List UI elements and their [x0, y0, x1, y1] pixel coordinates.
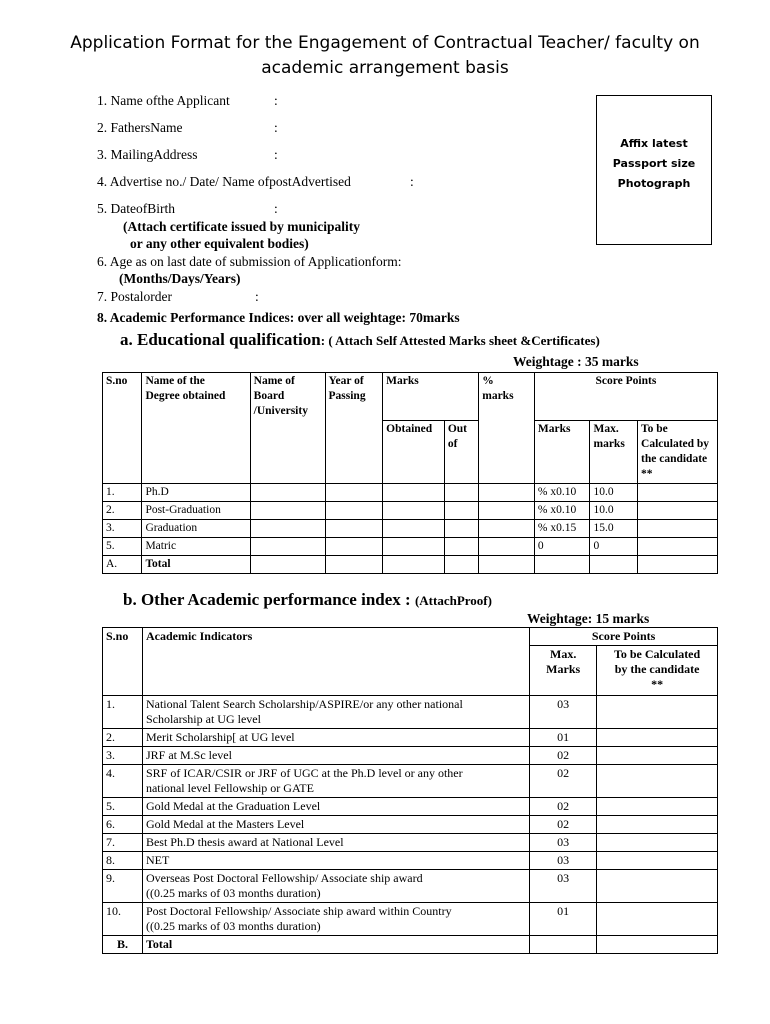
table-row: [103, 519, 718, 537]
dob-note: or any other equivalent bodies): [130, 236, 309, 251]
table-row: [103, 501, 718, 519]
empty-cell: [444, 555, 478, 573]
other-academic-index-table: [102, 627, 718, 954]
passport-photo-box: [596, 95, 712, 245]
row-max-marks: 01: [530, 903, 597, 936]
header-obtained: Obtained: [383, 420, 445, 483]
row-sno: 5.: [103, 798, 143, 816]
calculated-cell[interactable]: [597, 798, 718, 816]
calculated-cell[interactable]: [638, 537, 718, 555]
total-sno: A.: [103, 555, 142, 573]
colon: :: [255, 289, 259, 304]
table-header-row: [103, 373, 718, 421]
section-a-subtitle: : ( Attach Self Attested Marks sheet &Certificates): [320, 333, 600, 348]
calculated-cell[interactable]: [597, 729, 718, 747]
header-max-marks: Max. marks: [590, 420, 638, 483]
board-cell[interactable]: [250, 483, 325, 501]
calculated-cell[interactable]: [638, 519, 718, 537]
header-sno: S.no: [103, 628, 143, 646]
table-row: [103, 903, 718, 936]
table-row: [103, 798, 718, 816]
table-row: [103, 834, 718, 852]
empty-cell: [383, 555, 445, 573]
calculated-cell[interactable]: [597, 816, 718, 834]
row-sno: 10.: [103, 903, 143, 936]
field-dob-label: 5. DateofBirth: [97, 201, 175, 216]
header-board: Name of Board /University: [250, 373, 325, 421]
section-b-weightage: Weightage: 15 marks: [527, 611, 650, 626]
out-of-cell[interactable]: [444, 501, 478, 519]
total-row: [103, 936, 718, 954]
row-max-marks: 02: [530, 798, 597, 816]
calculated-cell[interactable]: [638, 501, 718, 519]
page-title: Application Format for the Engagement of Contractual Teacher/ faculty on: [70, 33, 700, 53]
table-row: [103, 483, 718, 501]
field-age-label: 6. Age as on last date of submission of Applicationform:: [97, 254, 402, 269]
obtained-cell[interactable]: [383, 537, 445, 555]
row-max-marks: 15.0: [590, 519, 638, 537]
board-cell[interactable]: [250, 501, 325, 519]
row-max-marks: 03: [530, 852, 597, 870]
row-max-marks: 01: [530, 729, 597, 747]
calculated-cell[interactable]: [597, 834, 718, 852]
percent-cell[interactable]: [479, 519, 535, 537]
table-subheader-row: [103, 420, 718, 483]
table-row: [103, 852, 718, 870]
row-max-marks: 02: [530, 747, 597, 765]
header-sno: S.no: [103, 373, 142, 421]
colon: :: [410, 174, 414, 189]
row-indicator: JRF at M.Sc level: [142, 747, 529, 765]
page-title-line2: academic arrangement basis: [261, 58, 509, 78]
obtained-cell[interactable]: [383, 519, 445, 537]
header-to-be-calculated: To be Calculated by the candidate **: [638, 420, 718, 483]
row-max-marks: 10.0: [590, 483, 638, 501]
row-degree: Ph.D: [142, 483, 250, 501]
total-calculated-cell[interactable]: [638, 555, 718, 573]
row-indicator: SRF of ICAR/CSIR or JRF of UGC at the Ph.D level or any other national level Fellowship or GATE: [142, 765, 529, 798]
total-calculated-cell[interactable]: [597, 936, 718, 954]
empty-cell: [325, 420, 383, 483]
total-row: [103, 555, 718, 573]
row-degree: Graduation: [142, 519, 250, 537]
empty-cell: [590, 555, 638, 573]
calculated-cell[interactable]: [638, 483, 718, 501]
year-cell[interactable]: [325, 483, 383, 501]
row-indicator: Overseas Post Doctoral Fellowship/ Associate ship award ((0.25 marks of 03 months duration): [142, 870, 529, 903]
empty-cell: [479, 420, 535, 483]
row-max-marks: 02: [530, 765, 597, 798]
table-row: [103, 747, 718, 765]
section-b-subtitle: (AttachProof): [414, 593, 492, 608]
empty-cell: [325, 555, 383, 573]
row-sno: 4.: [103, 765, 143, 798]
empty-cell: [530, 936, 597, 954]
header-score-points: Score Points: [534, 373, 717, 421]
header-marks: Marks: [383, 373, 479, 421]
calculated-cell[interactable]: [597, 765, 718, 798]
row-indicator: Post Doctoral Fellowship/ Associate ship award within Country ((0.25 marks of 03 months duration): [142, 903, 529, 936]
total-sno: B.: [103, 936, 143, 954]
row-sno: 1.: [103, 696, 143, 729]
row-max-marks: 0: [590, 537, 638, 555]
colon: :: [274, 201, 278, 216]
row-sno: 2.: [103, 729, 143, 747]
field-father-label: 2. FathersName: [97, 120, 183, 135]
year-cell[interactable]: [325, 537, 383, 555]
row-marks-formula: % x0.10: [534, 483, 590, 501]
header-sp-marks: Marks: [534, 420, 590, 483]
calculated-cell[interactable]: [597, 903, 718, 936]
row-degree: Post-Graduation: [142, 501, 250, 519]
percent-cell[interactable]: [479, 501, 535, 519]
row-sno: 6.: [103, 816, 143, 834]
header-percent: % marks: [479, 373, 535, 421]
header-max-marks: Max. Marks: [530, 646, 597, 696]
row-max-marks: 10.0: [590, 501, 638, 519]
header-degree: Name of the Degree obtained: [142, 373, 250, 421]
row-sno: 2.: [103, 501, 142, 519]
row-indicator: Gold Medal at the Masters Level: [142, 816, 529, 834]
photo-text: Affix latest: [620, 137, 688, 150]
field-postal-label: 7. Postalorder: [97, 289, 172, 304]
header-to-be-calculated: To be Calculated by the candidate **: [597, 646, 718, 696]
out-of-cell[interactable]: [444, 519, 478, 537]
header-indicators: Academic Indicators: [142, 628, 529, 646]
obtained-cell[interactable]: [383, 501, 445, 519]
row-sno: 9.: [103, 870, 143, 903]
empty-cell: [142, 420, 250, 483]
calculated-cell[interactable]: [597, 870, 718, 903]
row-max-marks: 02: [530, 816, 597, 834]
section-a-heading: [120, 330, 600, 350]
row-max-marks: 03: [530, 870, 597, 903]
colon: :: [274, 147, 278, 162]
empty-cell: [250, 555, 325, 573]
calculated-cell[interactable]: [597, 852, 718, 870]
table-row: [103, 765, 718, 798]
section-b-title: b. Other Academic performance index :: [123, 590, 411, 609]
row-degree: Matric: [142, 537, 250, 555]
age-note: (Months/Days/Years): [119, 271, 241, 286]
row-max-marks: 03: [530, 834, 597, 852]
row-sno: 5.: [103, 537, 142, 555]
calculated-cell[interactable]: [597, 747, 718, 765]
table-subheader-row: [103, 646, 718, 696]
row-indicator: NET: [142, 852, 529, 870]
section-a-title: a. Educational qualification: [120, 330, 321, 349]
total-label: Total: [142, 936, 529, 954]
field-advert-label: 4. Advertise no./ Date/ Name ofpostAdvertised: [97, 174, 351, 189]
row-max-marks: 03: [530, 696, 597, 729]
row-sno: 3.: [103, 747, 143, 765]
header-out-of: Out of: [444, 420, 478, 483]
table-row: [103, 870, 718, 903]
table-row: [103, 729, 718, 747]
empty-cell: [103, 646, 143, 696]
header-year: Year of Passing: [325, 373, 383, 421]
row-sno: 3.: [103, 519, 142, 537]
row-indicator: Best Ph.D thesis award at National Level: [142, 834, 529, 852]
row-sno: 7.: [103, 834, 143, 852]
section-a-weightage: Weightage : 35 marks: [513, 354, 639, 369]
photo-text: Photograph: [617, 177, 691, 190]
row-indicator: Gold Medal at the Graduation Level: [142, 798, 529, 816]
calculated-cell[interactable]: [597, 696, 718, 729]
percent-cell[interactable]: [479, 537, 535, 555]
out-of-cell[interactable]: [444, 483, 478, 501]
board-cell[interactable]: [250, 537, 325, 555]
year-cell[interactable]: [325, 519, 383, 537]
row-indicator: National Talent Search Scholarship/ASPIRE/or any other national Scholarship at UG level: [142, 696, 529, 729]
table-row: [103, 816, 718, 834]
obtained-cell[interactable]: [383, 483, 445, 501]
empty-cell: [534, 555, 590, 573]
row-sno: 1.: [103, 483, 142, 501]
field-address-label: 3. MailingAddress: [97, 147, 198, 162]
row-indicator: Merit Scholarship[ at UG level: [142, 729, 529, 747]
photo-text: Passport size: [612, 157, 696, 170]
total-label: Total: [142, 555, 250, 573]
colon: :: [274, 120, 278, 135]
colon: :: [274, 93, 278, 108]
year-cell[interactable]: [325, 501, 383, 519]
empty-cell: [103, 420, 142, 483]
table-row: [103, 537, 718, 555]
section-b-heading: [123, 590, 492, 610]
dob-note: (Attach certificate issued by municipality: [123, 219, 360, 234]
header-score-points: Score Points: [530, 628, 718, 646]
empty-cell: [479, 555, 535, 573]
empty-cell: [142, 646, 529, 696]
field-name-label: 1. Name ofthe Applicant: [97, 93, 230, 108]
row-sno: 8.: [103, 852, 143, 870]
out-of-cell[interactable]: [444, 537, 478, 555]
educational-qualification-table: [102, 372, 718, 574]
board-cell[interactable]: [250, 519, 325, 537]
row-marks-formula: % x0.15: [534, 519, 590, 537]
table-row: [103, 696, 718, 729]
table-header-row: [103, 628, 718, 646]
empty-cell: [250, 420, 325, 483]
api-heading: 8. Academic Performance Indices: over all weightage: 70marks: [97, 310, 460, 325]
percent-cell[interactable]: [479, 483, 535, 501]
row-marks-formula: 0: [534, 537, 590, 555]
row-marks-formula: % x0.10: [534, 501, 590, 519]
